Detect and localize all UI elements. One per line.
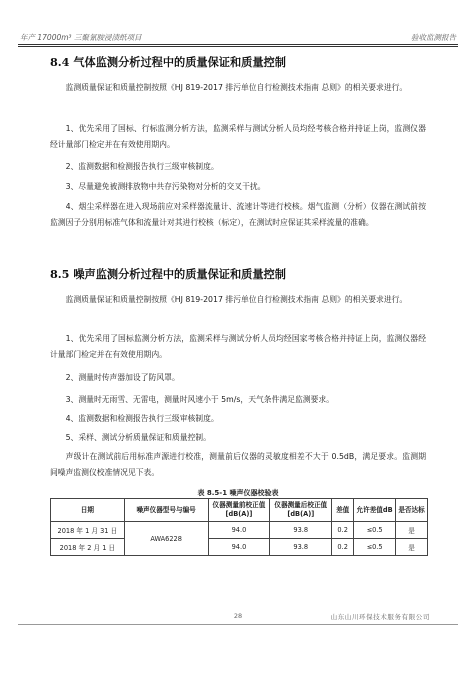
col-header-allowed: 允许差值dB (354, 499, 396, 522)
cell-after: 93.8 (270, 539, 332, 556)
section-8-5-para-0: 监测质量保证和质量控制按照《HJ 819-2017 排污单位自行检测技术指南 总则》的相关要求进行。 (65, 295, 408, 304)
table-header-row (51, 499, 428, 522)
footer-rule (18, 624, 458, 625)
section-8-5-para-6: 声级计在测试前后用标准声源进行校准，测量前后仪器的灵敏度相差不大于 0.5dB，满足要求。监测期间噪声监测仪校准情况见下表。 (50, 452, 426, 477)
col-header-diff: 差值 (332, 499, 354, 522)
cell-allowed: ≤0.5 (354, 522, 396, 539)
section-8-4-para-4: 4、烟尘采样器在进入现场前应对采样器流量计、流速计等进行校核。烟气监测（分析）仪器在测试前按监测因子分别用标准气体和流量计对其进行校核（标定），在测试时应保证其采样流量的准确。 (50, 202, 426, 227)
section-8-5-para-2: 2、测量时传声器加设了防风罩。 (65, 373, 180, 382)
page-header (18, 30, 458, 45)
col-header-date: 日期 (51, 499, 125, 522)
cell-after: 93.8 (270, 522, 332, 539)
page-number: 28 (233, 612, 243, 620)
header-report-type: 验收监测报告 (411, 33, 456, 42)
page-footer (0, 610, 476, 622)
table-row (51, 539, 428, 556)
section-8-5-para-3: 3、测量时无雨雪、无雷电，测量时风速小于 5m/s，天气条件满足监测要求。 (65, 395, 334, 404)
cell-date: 2018 年 1 月 31 日 (51, 522, 125, 539)
col-header-instrument: 噪声仪器型号与编号 (124, 499, 208, 522)
section-8-4-title: 8.4 气体监测分析过程中的质量保证和质量控制 (50, 55, 286, 69)
footer-organization: 山东山川环保技术服务有限公司 (330, 613, 430, 621)
cell-allowed: ≤0.5 (354, 539, 396, 556)
cell-diff: 0.2 (332, 522, 354, 539)
section-8-5-para-1: 1、优先采用了国标监测分析方法，监测采样与测试分析人员均经国家考核合格并持证上岗，监测仪器经计量部门检定并在有效使用期内。 (50, 334, 426, 359)
col-header-before: 仪器测量前校正值[dB(A)] (208, 499, 270, 522)
table-caption: 表 8.5-1 噪声仪器校验表 (197, 489, 279, 497)
cell-before: 94.0 (208, 522, 270, 539)
cell-pass: 是 (396, 522, 428, 539)
cell-before: 94.0 (208, 539, 270, 556)
cell-diff: 0.2 (332, 539, 354, 556)
header-rule (18, 46, 458, 47)
cell-pass: 是 (396, 539, 428, 556)
header-project-name: 年产 17000m³ 三聚氰胺浸渍纸项目 (20, 33, 142, 42)
col-header-pass: 是否达标 (396, 499, 428, 522)
col-header-after: 仪器测量后校正值[dB(A)] (270, 499, 332, 522)
noise-calibration-table (50, 498, 428, 556)
section-8-4-para-3: 3、尽量避免被测排放物中共存污染物对分析的交叉干扰。 (65, 182, 266, 191)
section-8-4-para-0: 监测质量保证和质量控制按照《HJ 819-2017 排污单位自行检测技术指南 总则》的相关要求进行。 (65, 83, 408, 92)
table-row (51, 522, 428, 539)
section-8-5-para-4: 4、监测数据和检测报告执行三级审核制度。 (65, 414, 219, 423)
cell-date: 2018 年 2 月 1 日 (51, 539, 125, 556)
section-8-5-para-5: 5、采样、测试分析质量保证和质量控制。 (65, 433, 211, 442)
section-8-5-title: 8.5 噪声监测分析过程中的质量保证和质量控制 (50, 267, 286, 281)
section-8-4-para-1: 1、优先采用了国标、行标监测分析方法，监测采样与测试分析人员均经考核合格并持证上岗，监测仪器经计量部门检定并在有效使用期内。 (50, 124, 426, 149)
cell-instrument: AWA6228 (124, 522, 208, 556)
section-8-4-para-2: 2、监测数据和检测报告执行三级审核制度。 (65, 162, 219, 171)
